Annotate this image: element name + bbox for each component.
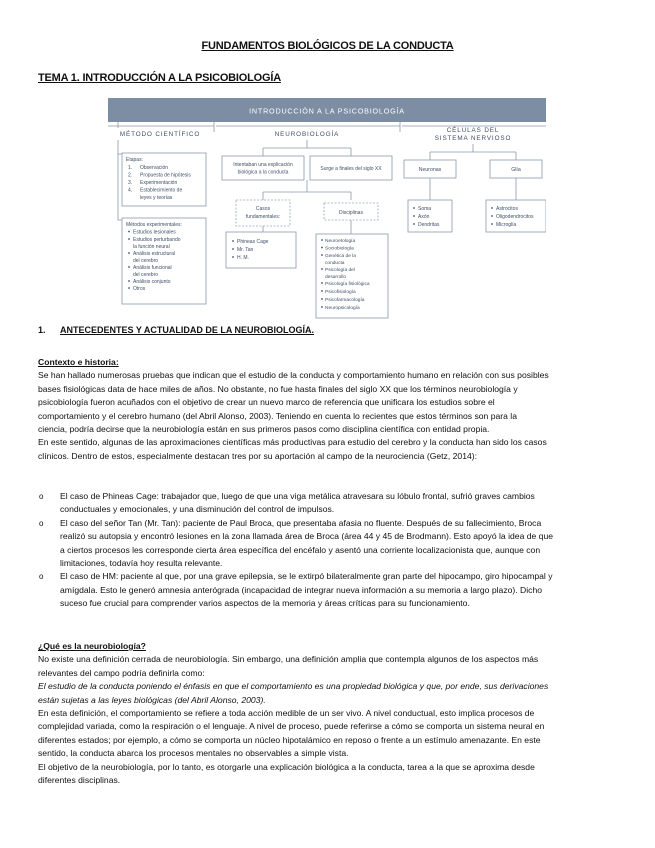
metodo-item: Otros xyxy=(133,286,146,292)
neuro-box-b-text: Surge a finales del siglo XX xyxy=(320,166,382,172)
glia-part-bullet-icon xyxy=(491,207,493,209)
que-es-heading: ¿Qué es la neurobiología? xyxy=(38,641,146,651)
que-es-line: diferentes disciplinas. xyxy=(38,775,121,786)
disciplina-bullet-icon xyxy=(321,282,323,284)
contexto-heading: Contexto e historia: xyxy=(38,357,119,367)
metodo-item: Análisis estructural xyxy=(133,251,175,257)
disciplina-item: Psicofarmacología xyxy=(325,298,365,303)
caso-item: H. M. xyxy=(237,255,249,261)
disciplina-bullet-icon xyxy=(321,239,323,241)
disciplina-bullet-icon xyxy=(321,298,323,300)
case-item-tan xyxy=(38,517,628,571)
disciplina-item: Neuroetología xyxy=(325,239,356,244)
que-es-line: relevantes del campo podría definirla como: xyxy=(38,667,205,678)
disciplina-item: conducta xyxy=(325,261,345,266)
neuro-box-a-line2: biológica a la conducta xyxy=(237,169,289,176)
casos-title-line2: fundamentales: xyxy=(245,214,281,220)
caso-item: Phineas Cage xyxy=(237,239,269,245)
que-es-line: complejidad variada, como la respiración o el lenguaje. A nivel de proceso, puede referirse a cómo se comporta un sistema neural en xyxy=(38,721,545,732)
contexto-line: comportamiento y el cerebro humano (del Abril Alonso, 2003). Teniendo en cuenta lo recientes que estos términos son para la xyxy=(38,410,517,421)
col-celulas-title-1: CÉLULAS DEL xyxy=(446,127,500,134)
disciplina-bullet-icon xyxy=(321,290,323,292)
case-line: El caso de Phineas Cage: trabajador que, luego de que una viga metálica atravesara su lóbulo frontal, sufrió graves cambios xyxy=(60,491,535,501)
glia-part: Astrocitos xyxy=(496,206,518,212)
metodo-bullet-icon xyxy=(128,287,130,289)
caso-bullet-icon xyxy=(232,240,234,242)
contexto-line: ciencia, podría decirse que la neurobiología están en sus primeros pasos como disciplina científica con entidad propia. xyxy=(38,424,490,435)
document-title: FUNDAMENTOS BIOLÓGICOS DE LA CONDUCTA xyxy=(201,40,454,52)
disciplina-bullet-icon xyxy=(321,247,323,249)
contexto-line: bases fisiológicas data de hace miles de años. No obstante, no fue hasta finales del siglo XX que los términos neurobiología y xyxy=(38,383,518,394)
que-es-section xyxy=(38,640,628,787)
case-item-phineas xyxy=(38,490,628,517)
case-line: suceso fue crucial para comprender varios aspectos de la memoria y áreas críticas para su funcionamiento. xyxy=(60,598,470,609)
metodo-bullet-icon xyxy=(128,266,130,268)
case-item-hm xyxy=(38,570,628,610)
disciplina-bullet-icon xyxy=(321,306,323,308)
etapa-num-1: 1. xyxy=(128,165,133,171)
circle-bullet-icon: o xyxy=(39,518,44,528)
contexto-section xyxy=(38,356,628,463)
case-line: amígdala. Esto le generó amnesia anterógrada (incapacidad de integrar nueva información a su memoria a largo plazo). Dicho xyxy=(60,584,543,595)
glia-part-bullet-icon xyxy=(491,215,493,217)
etapa-1: Observación xyxy=(140,165,169,171)
neuron-part: Dendritas xyxy=(418,222,440,228)
case-line: a ciertos procesos les corresponde cierta área específica del encéfalo y asentó una corriente localizacionista que, aunque con xyxy=(60,544,541,555)
caso-bullet-icon xyxy=(232,256,234,258)
section-number: 1. xyxy=(38,325,46,335)
neuro-box-a xyxy=(222,156,304,180)
que-es-line: El objetivo de la neurobiología, por lo tanto, es otorgarle una explicación biológica a la conducta, tarea a la que se aproxima desde xyxy=(38,761,535,772)
case-line: limitaciones, todavía hoy resulta relevante. xyxy=(60,558,223,569)
etapas-title: Etapas: xyxy=(126,157,143,163)
contexto-line: Se han hallado numerosas pruebas que indican que el estudio de la conducta y comportamiento humano en relación con sus posibles xyxy=(38,370,549,381)
col-neuro-title: NEUROBIOLOGÍA xyxy=(274,131,340,138)
neuron-part: Axón xyxy=(418,214,430,220)
que-es-line: No existe una definición cerrada de neurobiología. Sin embargo, una definición amplia que contempla algunos de los aspectos más xyxy=(38,654,539,665)
caso-bullet-icon xyxy=(232,248,234,250)
metodo-bullet-icon xyxy=(128,231,130,233)
neuron-part-bullet-icon xyxy=(413,215,415,217)
disciplina-item: Psicología del xyxy=(325,268,355,273)
neuron-part-bullet-icon xyxy=(413,223,415,225)
disciplina-bullet-icon xyxy=(321,268,323,270)
etapa-3: Experimentación xyxy=(140,180,178,186)
glia-label: Glía xyxy=(511,167,521,173)
glia-part: Oligodendrocitos xyxy=(496,214,534,220)
definition-quote-line: están sujetas a las leyes biológicas (del Abril Alonso, 2003). xyxy=(38,694,266,705)
metodo-item: Análisis funcional xyxy=(133,265,172,271)
section-heading-1 xyxy=(38,325,314,335)
disciplina-item: Psicología fisiológica xyxy=(325,282,370,287)
case-line: El caso del señor Tan (Mr. Tan): paciente de Paul Broca, que presentaba afasia no fluente. Después de su fallecimiento, Broca xyxy=(60,517,542,528)
case-line: realizó su autopsia y encontró lesiones en la zona llamada área de Broca (área 44 y 45 de Brodmann). Esto apoyó la idea de que xyxy=(60,531,554,542)
cases-list xyxy=(38,490,628,611)
etapa-4b: leyes y teorías xyxy=(140,195,173,201)
metodo-bullet-icon xyxy=(128,280,130,282)
caso-item: Mr. Tan xyxy=(237,247,254,253)
neuro-box-a-line1: Intentaban una explicación xyxy=(233,162,293,168)
etapa-num-2: 2. xyxy=(128,172,133,179)
que-es-line: diferentes estados; por ejemplo, a cómo se comporta un núcleo hipotalámico en reposo o frente a un estímulo amenazante. En este xyxy=(38,734,541,745)
metodo-item: la función neural xyxy=(133,244,170,250)
metodo-item: Análisis conjunto xyxy=(133,279,171,285)
que-es-line: En esta definición, el comportamiento se refiere a toda acción medible de un ser vivo. A nivel conductual, esto implica procesos de xyxy=(38,708,535,719)
col-metodo-title: MÉTODO CIENTÍFICO xyxy=(119,131,201,138)
etapa-2: Propuesta de hipótesis xyxy=(140,172,191,179)
case-line: conductuales y emocionales, y una disminución del control de impulsos. xyxy=(60,504,335,515)
neuron-part-bullet-icon xyxy=(413,207,415,209)
contexto-line: En este sentido, algunas de las aproximaciones científicas más productivas para estudio del cerebro y la conducta han sido los casos xyxy=(38,437,547,448)
metodo-item: Estudios lesionales xyxy=(133,229,176,236)
disciplina-item: desarrollo xyxy=(325,275,347,280)
contexto-line: psicobiología fueron acuñados con el objetivo de crear un nuevo marco de referencia que unificara los estudios sobre el xyxy=(38,397,495,408)
neuronas-label: Neuronas xyxy=(418,167,442,173)
metodo-item: del cerebro xyxy=(133,258,159,264)
disciplina-item: Neuropsicología xyxy=(325,306,360,311)
contexto-line: clínicos. Dentro de estos, especialmente destacan tres por su aportación al campo de la neurociencia (Getz, 2014): xyxy=(38,450,477,461)
neuron-part: Soma xyxy=(418,206,432,212)
disciplinas-title: Disciplinas xyxy=(339,210,363,216)
tema-heading: TEMA 1. INTRODUCCIÓN A LA PSICOBIOLOGÍA xyxy=(38,72,281,84)
metodo-bullet-icon xyxy=(128,252,130,254)
disciplina-item: Sociobiología xyxy=(325,246,354,252)
que-es-line: sentido, la conducta abarca los procesos mentales no observables a simple vista. xyxy=(38,748,349,759)
section-title: ANTECEDENTES Y ACTUALIDAD DE LA NEUROBIOLOGÍA. xyxy=(60,325,315,335)
circle-bullet-icon: o xyxy=(39,492,44,501)
disciplina-item: Genética de la xyxy=(325,254,356,259)
col-celulas-title-2: SISTEMA NERVIOSO xyxy=(434,135,512,142)
etapa-num-3: 3. xyxy=(128,180,133,186)
case-line: El caso de HM: paciente al que, por una grave epilepsia, se le extirpó bilateralmente gran parte del hipocampo, giro hipocampal y xyxy=(60,571,553,582)
metodo-bullet-icon xyxy=(128,238,130,240)
disciplina-item: Psicofisiología xyxy=(325,290,356,295)
casos-box xyxy=(236,200,290,226)
concept-map-diagram xyxy=(108,98,546,320)
metodo-item: Estudios perturbando xyxy=(133,237,181,243)
glia-part-bullet-icon xyxy=(491,223,493,225)
etapa-num-4: 4. xyxy=(128,187,133,194)
metodo-item: del cerebro xyxy=(133,272,159,278)
etapa-4a: Establecimiento de xyxy=(140,187,183,194)
circle-bullet-icon: o xyxy=(39,572,44,582)
diagram-header: INTRODUCCIÓN A LA PSICOBIOLOGÍA xyxy=(249,106,405,116)
disciplina-bullet-icon xyxy=(321,254,323,256)
casos-title-line1: Casos xyxy=(255,206,271,212)
metodos-title: Métodos experimentales: xyxy=(126,222,182,228)
glia-part: Microglía xyxy=(496,222,517,228)
definition-quote-line: El estudio de la conducta poniendo el énfasis en que el comportamiento es una propiedad biológica y que, por ende, sus derivaciones xyxy=(38,681,549,692)
